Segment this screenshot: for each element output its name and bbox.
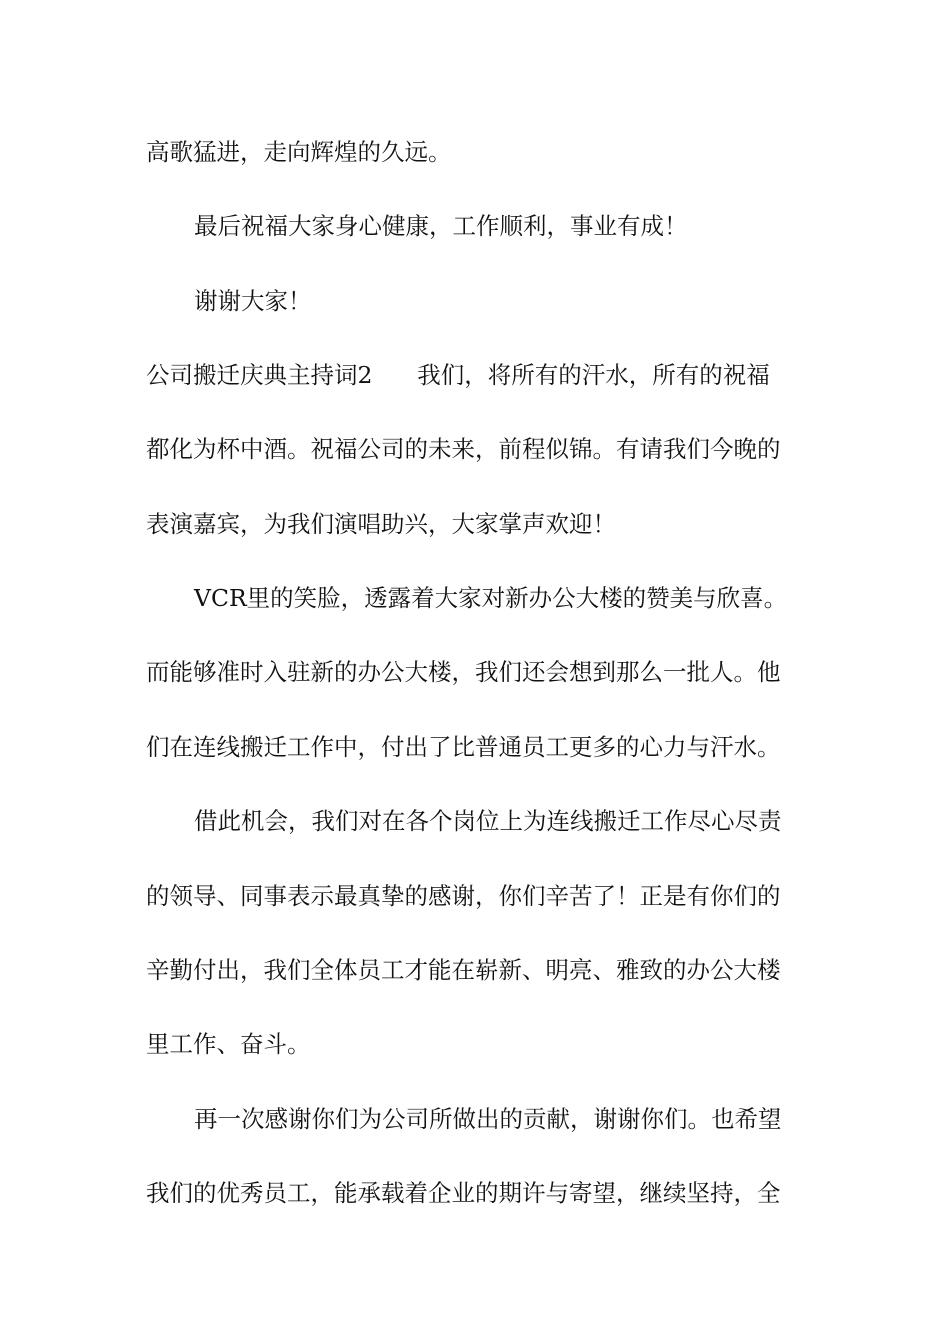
- text-line: 再一次感谢你们为公司所做出的贡献，谢谢你们。也希望: [194, 1105, 782, 1133]
- text-line: 借此机会，我们对在各个岗位上为连线搬迁工作尽心尽责: [194, 807, 782, 835]
- text-line: 们在连线搬迁工作中，付出了比普通员工更多的心力与汗水。: [146, 733, 781, 761]
- text-line: 表演嘉宾，为我们演唱助兴，大家掌声欢迎！: [146, 510, 616, 538]
- text-line: 的领导、同事表示最真挚的感谢，你们辛苦了！正是有你们的: [146, 882, 781, 910]
- text-line: 高歌猛进，走向辉煌的久远。: [146, 138, 452, 166]
- text-line: 我们的优秀员工，能承载着企业的期许与寄望，继续坚持，全: [146, 1179, 781, 1207]
- text-line: 辛勤付出，我们全体员工才能在崭新、明亮、雅致的办公大楼: [146, 956, 781, 984]
- text-line: 里工作、奋斗。: [146, 1030, 311, 1058]
- text-line: 而能够准时入驻新的办公大楼，我们还会想到那么一批人。他: [146, 658, 781, 686]
- text-line: 谢谢大家！: [194, 287, 312, 315]
- text-line: VCR里的笑脸，透露着大家对新办公大楼的赞美与欣喜。: [194, 584, 788, 612]
- text-line: 最后祝福大家身心健康，工作顺利，事业有成！: [194, 212, 688, 240]
- text-line: 公司搬迁庆典主持词2 我们，将所有的汗水，所有的祝福: [146, 361, 770, 389]
- text-line: 都化为杯中酒。祝福公司的未来，前程似锦。有请我们今晚的: [146, 435, 781, 463]
